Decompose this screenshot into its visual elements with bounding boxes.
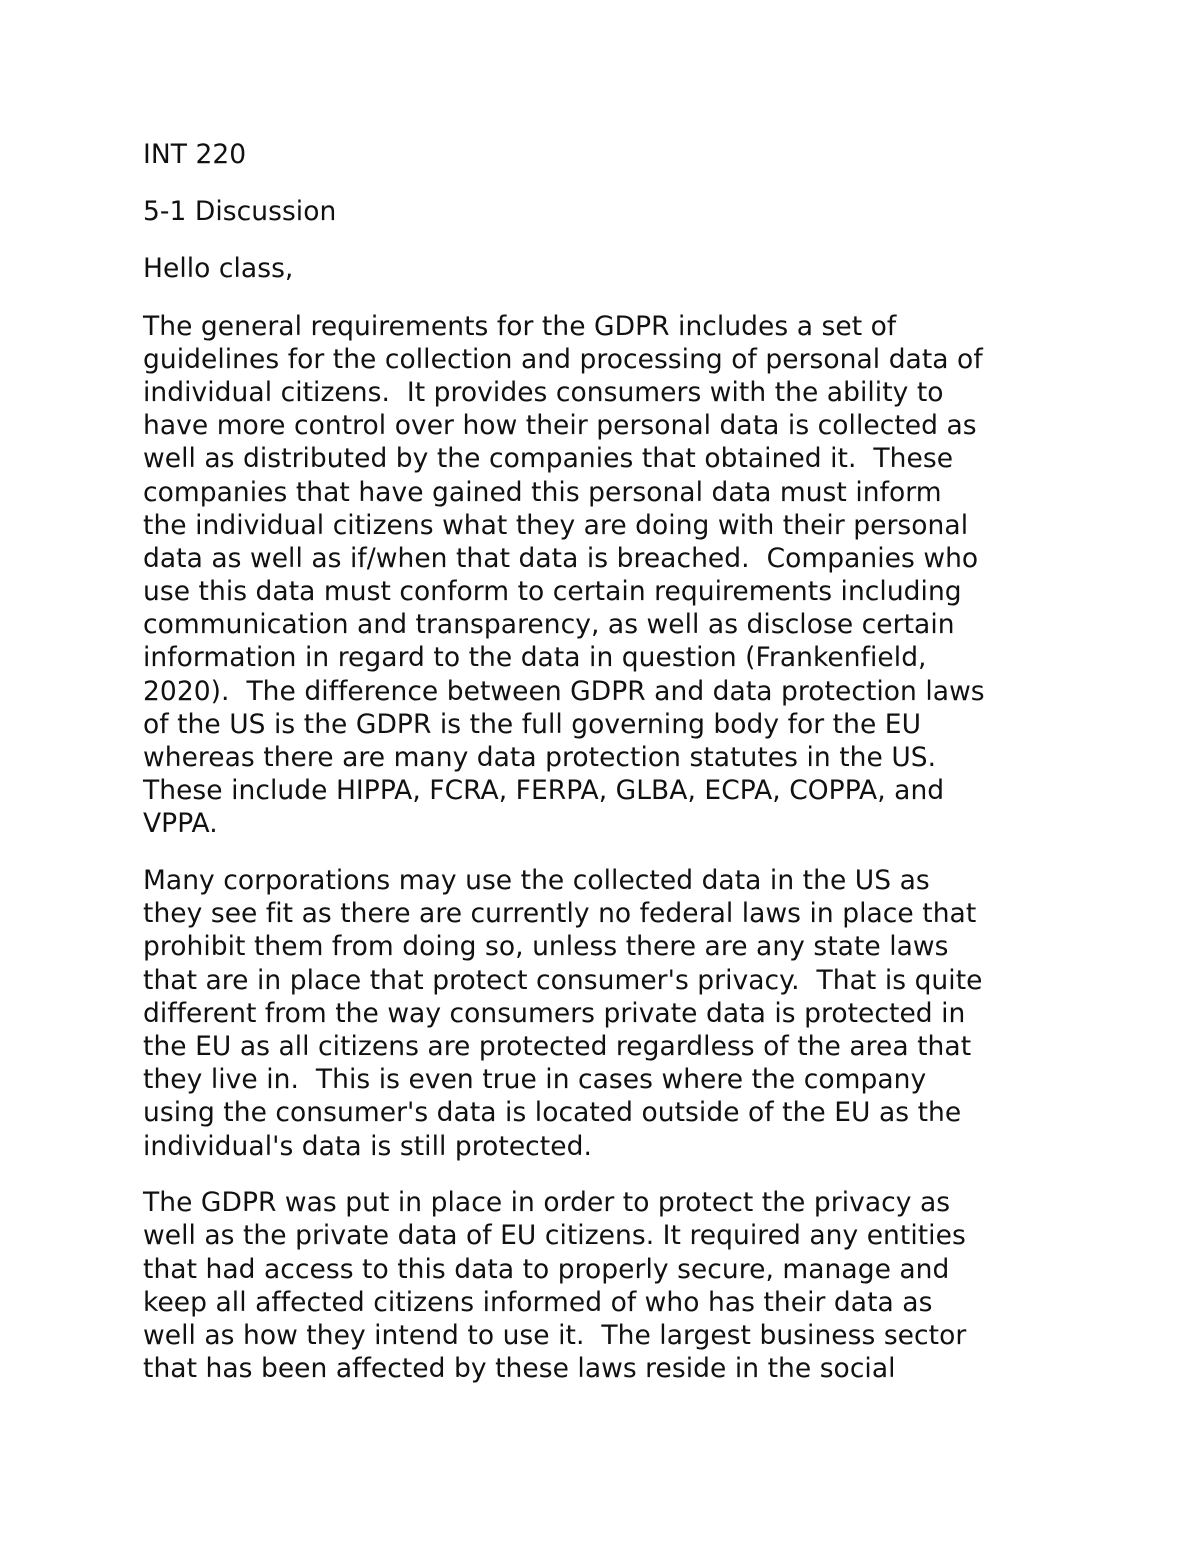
text-line: companies that have gained this personal data must inform: [143, 476, 942, 508]
text-line: well as distributed by the companies that obtained it. These: [143, 443, 954, 475]
paragraph-1: [143, 310, 1083, 841]
text-line: well as the private data of EU citizens. It required any entities: [143, 1220, 966, 1252]
text-line: The GDPR was put in place in order to protect the privacy as: [143, 1187, 951, 1219]
text-line: 2020). The difference between GDPR and data protection laws: [143, 675, 985, 707]
text-line: of the US is the GDPR is the full governing body for the EU: [143, 708, 922, 740]
text-line: information in regard to the data in question (Frankenfield,: [143, 642, 927, 674]
text-line: well as how they intend to use it. The largest business sector: [143, 1320, 967, 1351]
text-line: they live in. This is even true in cases where the company: [143, 1064, 927, 1096]
text-line: whereas there are many data protection statutes in the US.: [143, 742, 937, 773]
text-line: that has been affected by these laws reside in the social: [143, 1353, 896, 1385]
text-line: The general requirements for the GDPR includes a set of: [143, 310, 897, 342]
text-line: using the consumer's data is located outside of the EU as the: [143, 1097, 962, 1129]
text-line: guidelines for the collection and processing of personal data of: [143, 343, 983, 375]
text-line: the individual citizens what they are doing with their personal: [143, 509, 969, 541]
text-line: use this data must conform to certain requirements including: [143, 576, 962, 608]
paragraph-2: [143, 864, 1083, 1163]
assignment-title: 5-1 Discussion: [143, 196, 337, 228]
text-line: different from the way consumers private data is protected in: [143, 997, 966, 1029]
text-line: that are in place that protect consumer's privacy. That is quite: [143, 964, 983, 996]
text-line: Many corporations may use the collected data in the US as: [143, 865, 930, 897]
text-line: prohibit them from doing so, unless there are any state laws: [143, 931, 949, 963]
text-line: that had access to this data to properly secure, manage and: [143, 1253, 950, 1285]
text-line: keep all affected citizens informed of who has their data as: [143, 1286, 933, 1318]
paragraph-3: [143, 1186, 1083, 1385]
document-body: [143, 138, 1083, 1409]
text-line: These include HIPPA, FCRA, FERPA, GLBA, ECPA, COPPA, and: [143, 775, 945, 807]
course-title: INT 220: [143, 139, 247, 170]
text-line: communication and transparency, as well as disclose certain: [143, 609, 955, 641]
text-line: data as well as if/when that data is breached. Companies who: [143, 542, 979, 574]
greeting: Hello class,: [143, 253, 294, 285]
text-line: they see fit as there are currently no federal laws in place that: [143, 898, 977, 930]
text-line: the EU as all citizens are protected regardless of the area that: [143, 1031, 972, 1062]
assignment-heading: [143, 195, 1083, 228]
text-line: individual citizens. It provides consumers with the ability to: [143, 376, 944, 408]
greeting-block: [143, 252, 1083, 285]
course-heading: [143, 138, 1083, 171]
text-line: VPPA.: [143, 808, 218, 840]
text-line: individual's data is still protected.: [143, 1130, 592, 1162]
text-line: have more control over how their personal data is collected as: [143, 410, 977, 442]
